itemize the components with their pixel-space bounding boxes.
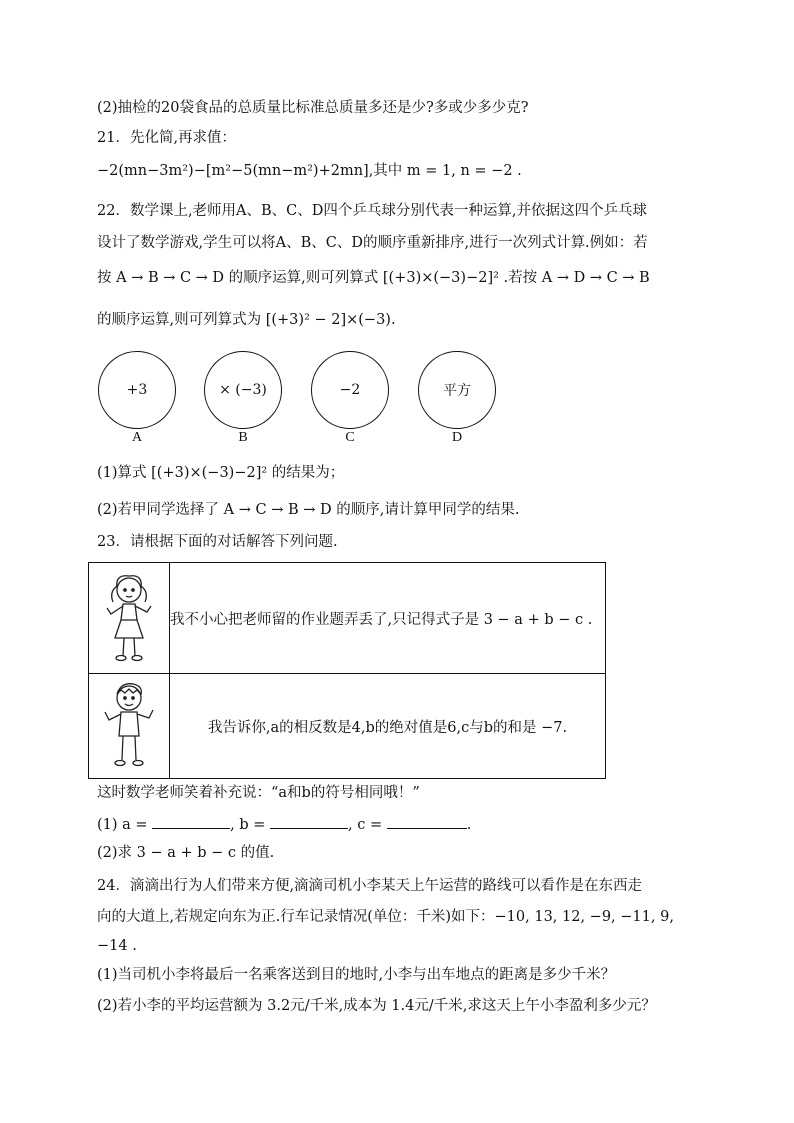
q23-title: 23．请根据下面的对话解答下列问题. <box>97 534 338 550</box>
q22-line2: 设计了数学游戏,学生可以将A、B、C、D的顺序重新排序,进行一次列式计算.例如：若 <box>97 235 648 251</box>
answer-blank-b[interactable] <box>270 814 348 829</box>
q24-line1: 24．滴滴出行为人们带来方便,滴滴司机小李某天上午运营的路线可以看作是在东西走 <box>97 878 643 894</box>
ball-a-label: A <box>131 430 143 445</box>
q24-part1: (1)当司机小李将最后一名乘客送到目的地时,小李与出车地点的距离是多少千米？ <box>97 967 616 983</box>
q23-teacher-note: 这时数学老师笑着补充说：“a和b的符号相同哦！” <box>97 785 420 801</box>
q22-part1: (1)算式 [(+3)×(−3)−2]² 的结果为； <box>97 465 345 481</box>
girl-illustration <box>99 568 159 664</box>
girl-cell <box>89 563 170 674</box>
ball-d <box>418 351 496 429</box>
ball-b-label: B <box>238 430 248 445</box>
q21-title: 21．先化简,再求值： <box>97 130 237 146</box>
ball-c-label: C <box>345 430 355 445</box>
ball-d-value: 平方 <box>443 383 471 399</box>
ball-b-value: × (−3) <box>219 382 267 398</box>
girl-says-text: 我不小心把老师留的作业题弄丢了,只记得式子是 3 − a + b − c . <box>170 611 593 628</box>
ball-a <box>98 351 176 429</box>
boy-speech <box>170 674 606 779</box>
boy-cell <box>89 674 170 779</box>
girl-speech <box>170 563 606 674</box>
q22-line3: 按 A → B → C → D 的顺序运算,则可列算式 [(+3)×(−3)−2]² .若按 A → D → C → B <box>97 270 650 286</box>
q24-line2: 向的大道上,若规定向东为正.行车记录情况(单位：千米)如下：−10, 13, 12, −9, −11, 9, <box>97 909 674 925</box>
boy-illustration <box>99 678 159 770</box>
answer-blank-c[interactable] <box>387 814 467 829</box>
q23-part2: (2)求 3 − a + b − c 的值. <box>97 845 275 861</box>
q22-line4: 的顺序运算,则可列算式为 [(+3)² − 2]×(−3). <box>97 312 396 328</box>
q23-part1-a-label: (1) a = <box>97 817 148 833</box>
q20-part2: (2)抽检的20袋食品的总质量比标准总质量多还是少?多或少多少克? <box>97 100 529 116</box>
ball-d-label: D <box>451 430 463 445</box>
answer-blank-a[interactable] <box>152 814 230 829</box>
q22-line1: 22．数学课上,老师用A、B、C、D四个乒乓球分别代表一种运算,并依据这四个乒乓球 <box>97 203 648 219</box>
q22-part2: (2)若甲同学选择了 A → C → B → D 的顺序,请计算甲同学的结果. <box>97 502 520 518</box>
q23-part1-end: . <box>466 817 472 833</box>
ball-a-value: +3 <box>126 382 148 398</box>
boy-says-text: 我告诉你,a的相反数是4,b的绝对值是6,c与b的和是 −7. <box>207 719 568 736</box>
ball-c-value: −2 <box>339 382 361 398</box>
q23-part1 <box>97 814 471 835</box>
ball-c <box>311 351 389 429</box>
ball-b <box>204 351 282 429</box>
dialog-table <box>88 562 606 779</box>
q24-line3: −14 . <box>97 938 137 954</box>
q24-part2: (2)若小李的平均运营额为 3.2元/千米,成本为 1.4元/千米,求这天上午小李盈利多少元？ <box>97 998 656 1014</box>
q23-part1-b-label: , b = <box>230 817 266 833</box>
q21-expression: −2(mn−3m²)−[m²−5(mn−m²)+2mn],其中 m = 1, n = −2 . <box>97 163 522 179</box>
q23-part1-c-label: , c = <box>348 817 383 833</box>
